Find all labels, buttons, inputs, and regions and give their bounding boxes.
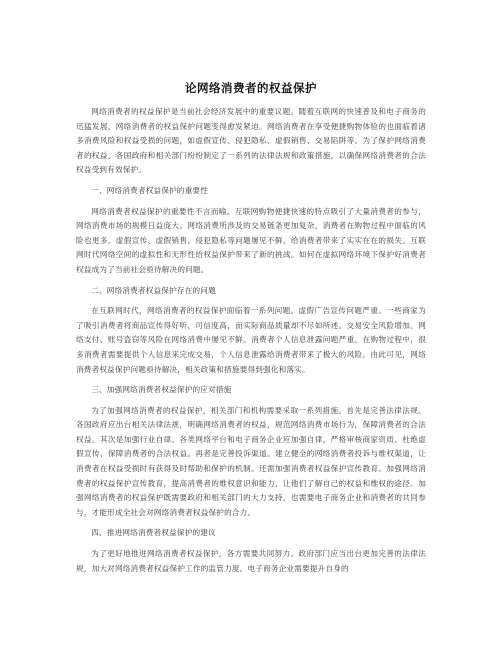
section-heading-4: 四、推进网络消费者权益保护的建议 (91, 528, 216, 538)
intro-paragraph: 网络消费者的权益保护是当前社会经济发展中的重要议题。随着互联网的快速普及和电子商务的迅猛发展，网络消费者的权益保护问题变得愈发紧迫。网络消费者在享受便捷购物体验的也面临着诸多消费风险和权益受损的问题，如虚假宣传、侵犯隐私、虚假销售、交易陷阱等。为了保护网络消费者的权益，各国政府和相关部门纷纷制定了一系列的法律法规和政策措施，以确保网络消费者的合法权益受到有效保护。 (76, 107, 426, 175)
section-heading-2: 二、网络消费者权益保护存在的问题 (91, 285, 216, 295)
section-paragraph-2: 在互联网时代，网络消费者的权益保护面临着一系列问题。虚假广告宣传问题严重。一些商家为了吸引消费者将商品宣传得好听、可信度高，而实际商品质量却不尽如所述。交易安全风险增加。网络支付、账号盗窃等风险在网络消费中屡见不鲜。消费者个人信息泄露问题严重。在购物过程中，很多消费者需要提供个人信息来完成交易，个人信息泄露给消费者带来了极大的风险。由此可见，网络消费者权益保护问题亟待解决，相关政策和措施要得到强化和落实。 (76, 306, 426, 374)
document-title: 论网络消费者的权益保护 (185, 81, 317, 95)
section-paragraph-1: 网络消费者权益保护的重要性不言而喻。互联网购物便捷快速的特点吸引了大量消费者的参与，网络消费市场的规模日益庞大。网络消费所涉及的交易链条更加复杂，消费者在购物过程中面临的风险也更多。虚假宣传、虚假销售、侵犯隐私等问题屡见不鲜，给消费者带来了实实在在的损失。互联网时代网络空间的虚拟性和无形性给权益保护带来了新的挑战。如何在虚拟网络环境下保护好消费者权益成为了当前社会亟待解决的问题。 (76, 206, 426, 274)
section-paragraph-4: 为了更好地推进网络消费者权益保护，各方需要共同努力。政府部门应当出台更加完善的法律法规，加大对网络消费者权益保护工作的监管力度。电子商务企业需要提升自身的 (76, 549, 426, 573)
section-paragraph-3: 为了加强网络消费者的权益保护，相关部门和机构需要采取一系列措施。首先是完善法律法规。各国政府应出台相关法律法规，明确网络消费者的权益，规范网络消费市场行为，保障消费者的合法权益。其次是加强行业自律。各类网络平台和电子商务企业应加强自律，严格审核商家资质、杜绝虚假宣传、保障消费者的合法权益。再者是完善投诉渠道。建立健全的网络消费者投诉与维权渠道，让消费者在权益受损时有获得及时帮助和保护的机制。还需加强消费者权益保护宣传教育。加强网络消费者的权益保护宣传教育，提高消费者的维权意识和能力，让他们了解自己的权益和维权的途径。加强网络消费者的权益保护既需要政府和相关部门的大力支持，也需要电子商务企业和消费者的共同参与，才能形成全社会对网络消费者权益保护的合力。 (76, 405, 426, 517)
section-heading-3: 三、加强网络消费者权益保护的应对措施 (91, 385, 232, 395)
section-heading-1: 一、网络消费者权益保护的重要性 (91, 185, 209, 195)
